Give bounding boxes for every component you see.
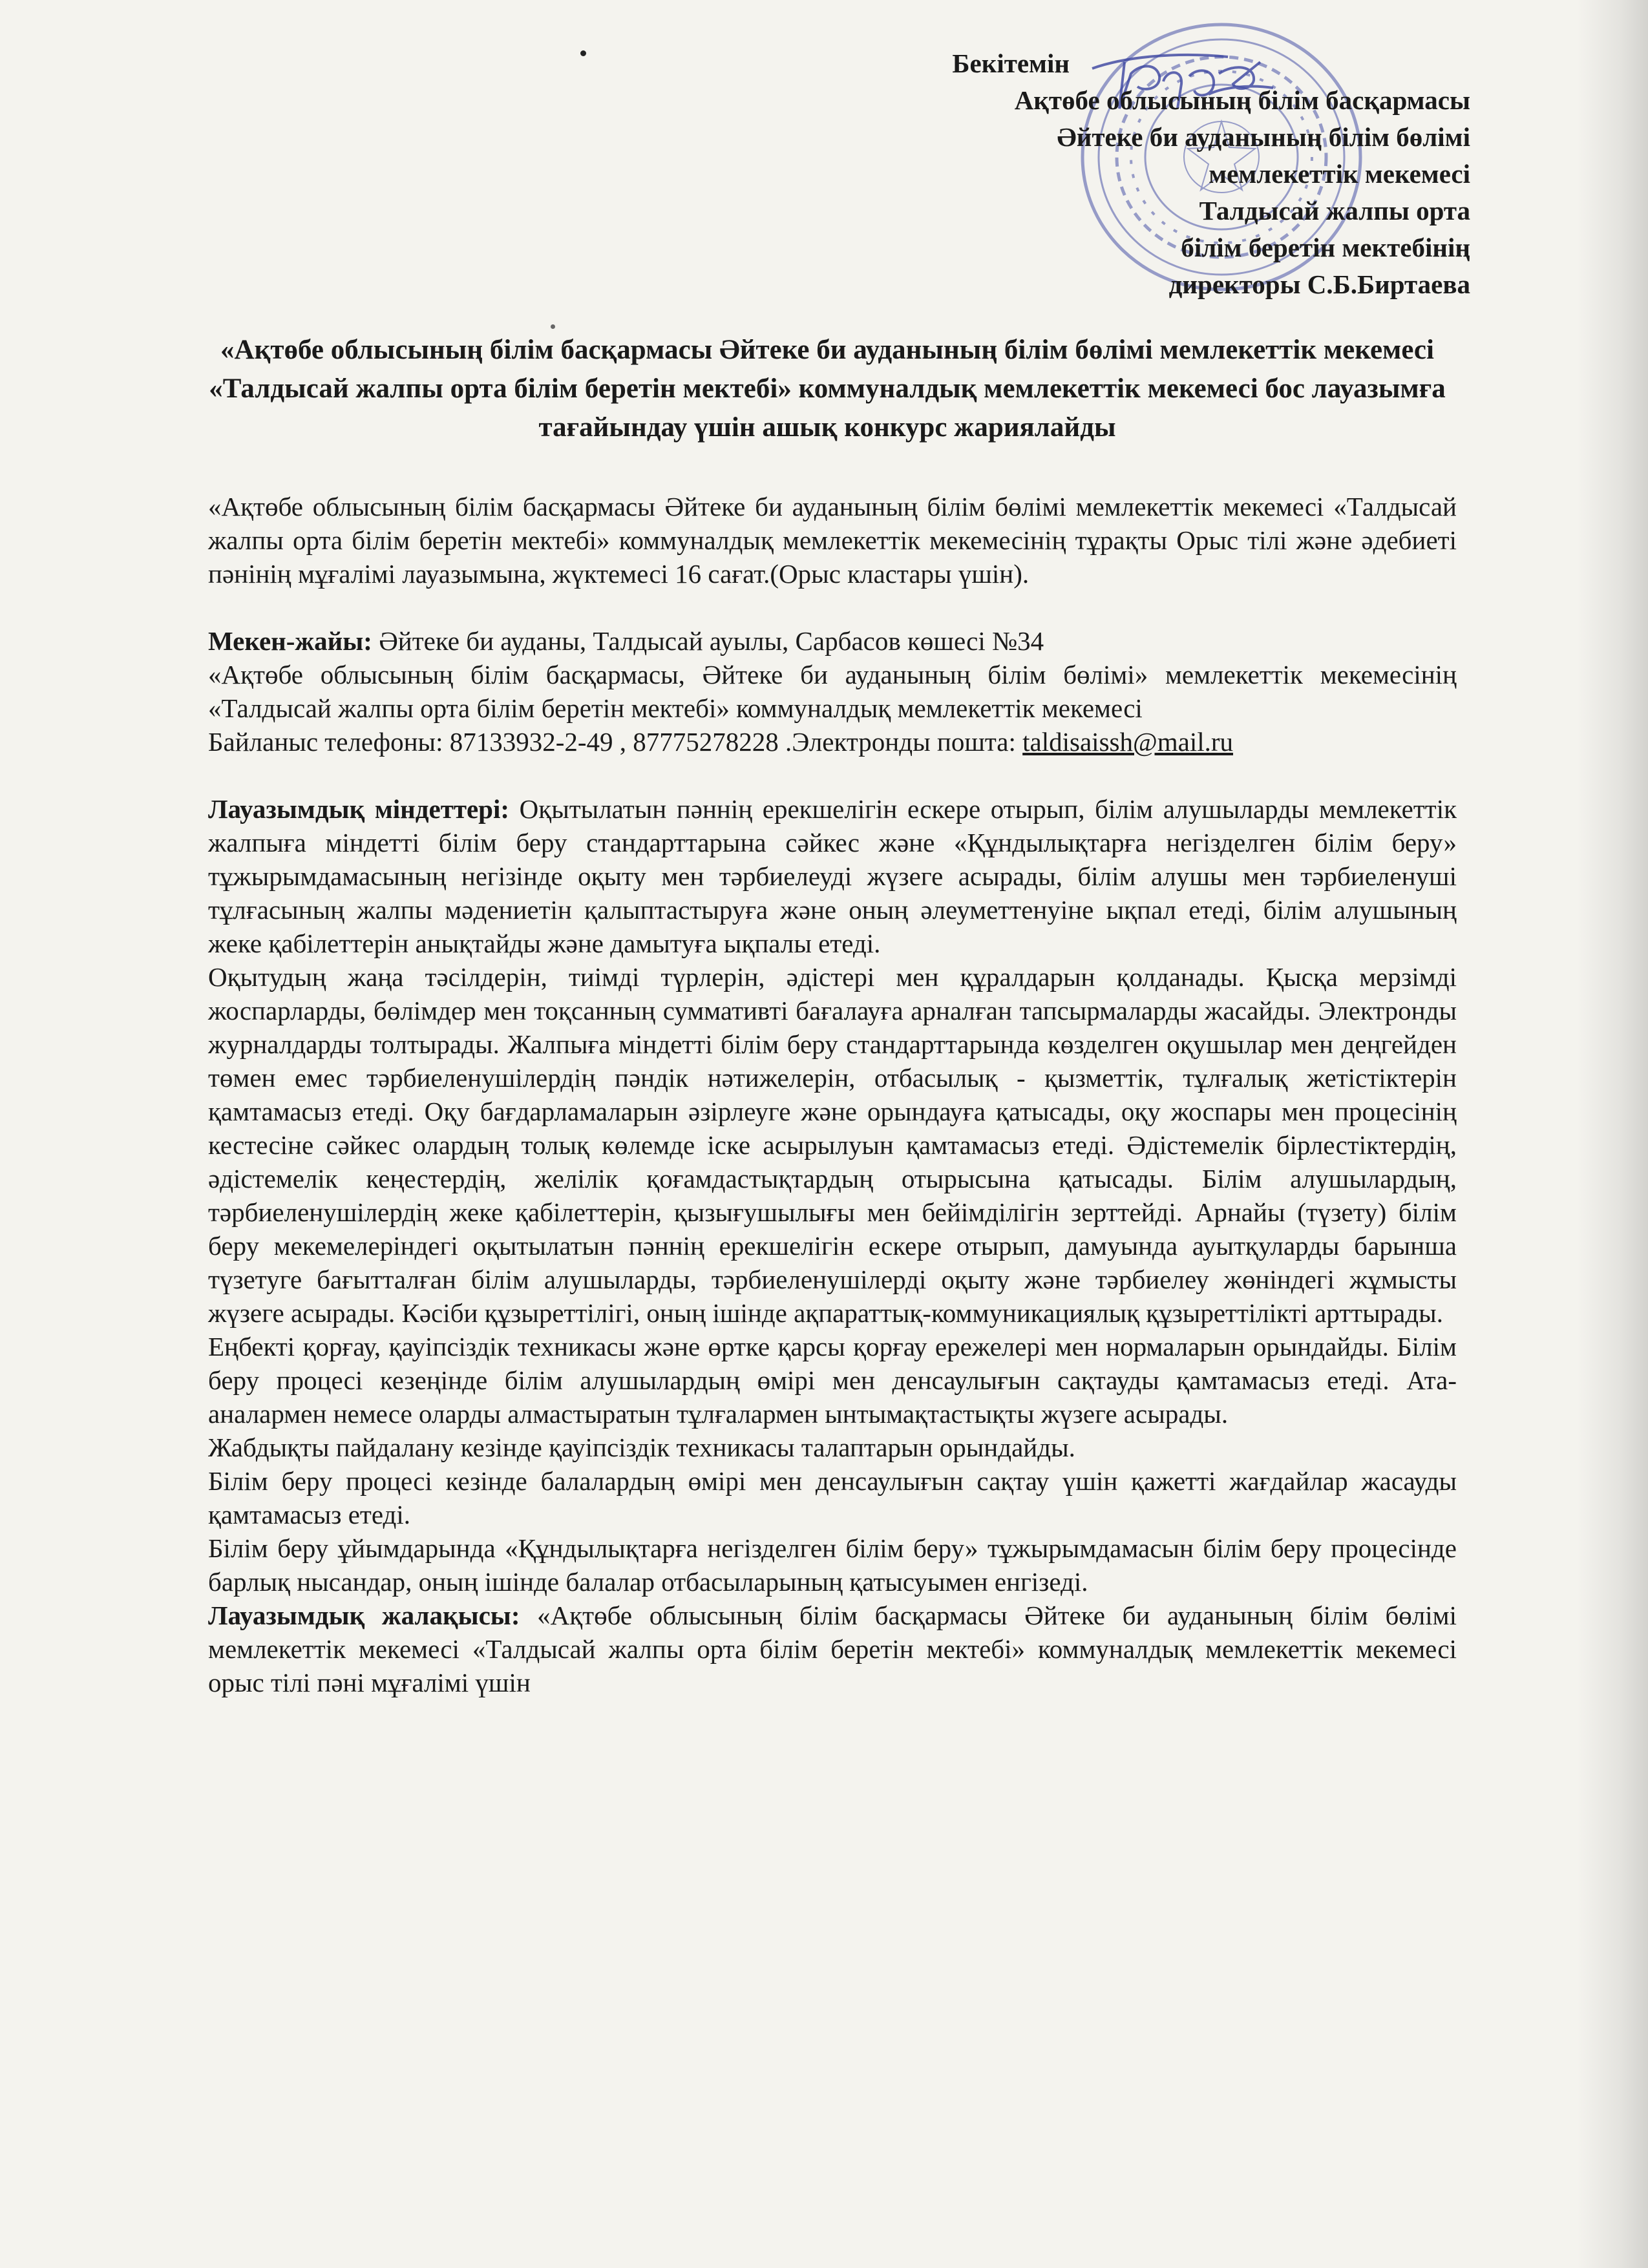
approval-line: директоры С.Б.Биртаева: [1168, 269, 1470, 299]
approval-block: [759, 45, 1470, 303]
address-value: Әйтеке би ауданы, Талдысай ауылы, Сарбасов көшесі №34: [372, 626, 1044, 656]
scan-speck: [551, 324, 555, 329]
duties-paragraph: Жабдықты пайдалану кезінде қауіпсіздік техникасы талаптарын орындайды.: [208, 1433, 1075, 1462]
approval-line: білім беретін мектебінің: [1181, 233, 1470, 262]
approval-line: мемлекеттік мекемесі: [1209, 159, 1470, 189]
approval-line: Талдысай жалпы орта: [1199, 196, 1470, 226]
phones-text: Байланыс телефоны: 87133932-2-49 , 87775278228 .Электронды пошта:: [208, 727, 1023, 757]
address-paragraph: [208, 624, 1457, 658]
approval-line: Әйтеке би ауданының білім бөлімі: [1057, 122, 1470, 152]
salary-paragraph: [208, 1599, 1457, 1699]
approval-line: Ақтөбе облысының білім басқармасы: [1014, 85, 1470, 115]
scan-edge-shadow: [1577, 0, 1648, 2268]
approval-label: Бекітемін: [952, 48, 1070, 78]
email-link[interactable]: taldisaissh@mail.ru: [1022, 727, 1234, 757]
duties-paragraph: Оқытудың жаңа тәсілдерін, тиімді түрлерін, әдістері мен құралдарын қолданады. Қысқа мерзімді жоспарларды, бөлімдер мен тоқсанның суммативті бағалауға арналған тапсырмаларды жасайды. Электронды журналдарды толтырады. Жалпыға міндетті білім беру стандарттарында көзделген оқушылар мен деңгейден төмен емес тәрбиеленушілердің пәндік нәтижелерін, отбасылық - қызметтік, тұлғалық жетістіктерін қамтамасыз етеді. Оқу бағдарламаларын әзірлеуге және орындауға қатысады, оқу жоспары мен процесінің кестесіне сәйкес олардың толық көлемде іске асырылуын қамтамасыз етеді. Әдістемелік бірлестіктердің, әдістемелік кеңестердің, желілік қоғамдастықтардың отырысына қатысады. Білім алушылардың, тәрбиеленушілердің жеке қабілеттерін, қызығушылығы мен бейімділігін зерттейді. Арнайы (түзету) білім беру мекемелеріндегі оқытылатын пәннің ерекшелігін ескере отырып, дамуында ауытқуларды барынша түзетуге бағытталған білім алушыларды, тәрбиеленушілерді оқыту және тәрбиелеу жөніндегі жұмысты жүзеге асырады. Кәсіби құзыреттілігі, оның ішінде ақпараттық-коммуникациялық құзыреттілікті арттырады.: [208, 962, 1457, 1328]
contacts-paragraph: [208, 725, 1457, 759]
document-title: «Ақтөбе облысының білім басқармасы Әйтеке би ауданының білім бөлімі мемлекеттік мекемесі «Талдысай жалпы орта білім беретін мектебі» коммуналдық мемлекеттік мекемесі бос лауазымға тағайындау үшін ашық конкурс жариялайды: [209, 335, 1446, 443]
organization-paragraph: «Ақтөбе облысының білім басқармасы, Әйтеке би ауданының білім бөлімі» мемлекеттік мекемесінің «Талдысай жалпы орта білім беретін мектебі» коммуналдық мемлекеттік мекемесі: [208, 660, 1457, 723]
duties-paragraph: [208, 792, 1457, 960]
document-body: [208, 490, 1457, 1699]
address-label: Мекен-жайы:: [208, 626, 372, 656]
intro-paragraph: «Ақтөбе облысының білім басқармасы Әйтеке би ауданының білім бөлімі мемлекеттік мекемесі «Талдысай жалпы орта білім беретін мектебі» коммуналдық мемлекеттік мекемесінің тұрақты Орыс тілі және әдебиеті пәнінің мұғалімі лауазымына, жүктемесі 16 сағат.(Орыс кластары үшін).: [208, 492, 1457, 589]
salary-text: «Ақтөбе облысының білім басқармасы Әйтеке би ауданының білім бөлімі мемлекеттік мекемесі «Талдысай жалпы орта білім беретін мектебі» коммуналдық мемлекеттік мекемесі орыс тілі пәні мұғалімі үшін: [208, 1601, 1457, 1697]
duties-label: Лауазымдық міндеттері:: [208, 794, 510, 824]
scan-speck: [580, 50, 586, 56]
duties-paragraph: Еңбекті қорғау, қауіпсіздік техникасы және өртке қарсы қорғау ережелері мен нормаларын орындайды. Білім беру процесі кезеңінде білім алушылардың өмірі мен денсаулығын сақтауды қамтамасыз етеді. Ата-аналармен немесе оларды алмастыратын тұлғалармен ынтымақтастықты жүзеге асырады.: [208, 1332, 1457, 1429]
duties-text: Оқытылатын пәннің ерекшелігін ескере отырып, білім алушыларды мемлекеттік жалпыға міндетті білім беру стандарттарына сәйкес және «Құндылықтарға негізделген білім беру» тұжырымдамасының негізінде оқыту мен тәрбиелеуді жүзеге асырады, білім алушы мен тәрбиеленуші тұлғасының жалпы мәдениетін қалыптастыруға және оның әлеуметтенуіне ықпал етеді, білім алушының жеке қабілеттерін анықтайды және дамытуға ықпалы етеді.: [208, 794, 1457, 958]
salary-label: Лауазымдық жалақысы:: [208, 1601, 520, 1630]
duties-paragraph: Білім беру процесі кезінде балалардың өмірі мен денсаулығын сақтау үшін қажетті жағдайлар жасауды қамтамасыз етеді.: [208, 1466, 1457, 1529]
duties-paragraph: Білім беру ұйымдарында «Құндылықтарға негізделген білім беру» тұжырымдамасын білім беру процесінде барлық нысандар, оның ішінде балалар отбасыларының қатысуымен енгізеді.: [208, 1533, 1457, 1597]
